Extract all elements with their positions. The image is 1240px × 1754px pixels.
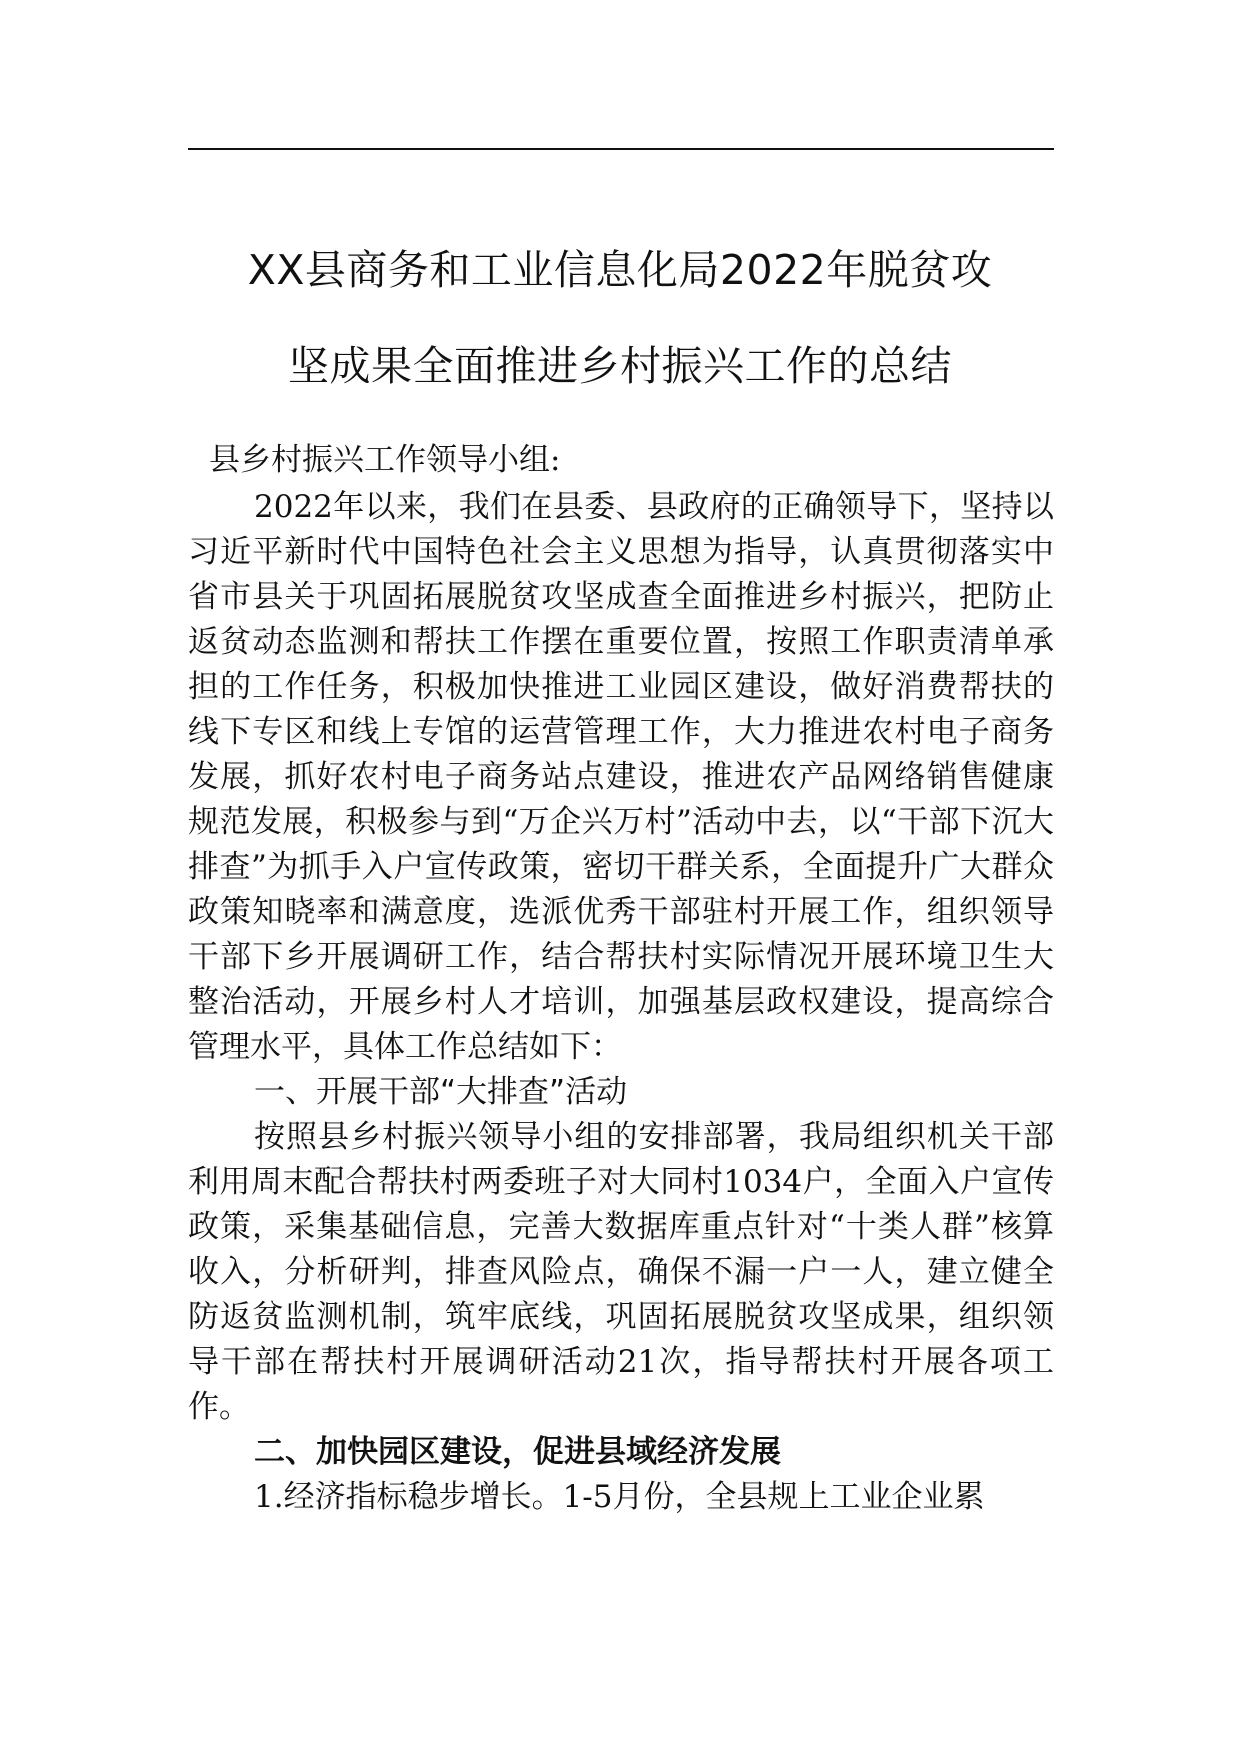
section-1-paragraph: 按照县乡村振兴领导小组的安排部署，我局组织机关干部利用周末配合帮扶村两委班子对大同村1034户，全面入户宣传政策，采集基础信息，完善大数据库重点针对“十类人群”核算收入，分析研判，排查风险点，确保不漏一户一人，建立健全防返贫监测机制，筑牢底线，巩固拓展脱贫攻坚成果，组织领导干部在帮扶村开展调研活动21次，指导帮扶村开展各项工作。 bbox=[188, 1119, 1054, 1425]
document-title bbox=[150, 222, 1090, 414]
section-1-heading: 一、开展干部“大排查”活动 bbox=[254, 1074, 628, 1110]
title-line-2: 坚成果全面推进乡村振兴工作的总结 bbox=[288, 342, 952, 390]
section-2-heading: 二、加快园区建设，促进县域经济发展 bbox=[254, 1434, 781, 1470]
section-2-paragraph: 1.经济指标稳步增长。1-5月份，全县规上工业企业累 bbox=[254, 1479, 985, 1515]
header-rule bbox=[188, 148, 1054, 150]
title-line-1: XX县商务和工业信息化局2022年脱贫攻 bbox=[247, 246, 993, 294]
intro-paragraph: 2022年以来，我们在县委、县政府的正确领导下，坚持以习近平新时代中国特色社会主义思想为指导，认真贯彻落实中省市县关于巩固拓展脱贫攻坚成查全面推进乡村振兴，把防止返贫动态监测和帮扶工作摆在重要位置，按照工作职责清单承担的工作任务，积极加快推进工业园区建设，做好消费帮扶的线下专区和线上专馆的运营管理工作，大力推进农村电子商务发展，抓好农村电子商务站点建设，推进农产品网络销售健康规范发展，积极参与到“万企兴万村”活动中去，以“干部下沉大排查”为抓手入户宣传政策，密切干群关系，全面提升广大群众政策知晓率和满意度，选派优秀干部驻村开展工作，组织领导干部下乡开展调研工作，结合帮扶村实际情况开展环境卫生大整治活动，开展乡村人才培训，加强基层政权建设，提高综合管理水平，具体工作总结如下： bbox=[188, 489, 1054, 1065]
salutation: 县乡村振兴工作领导小组: bbox=[209, 442, 561, 478]
document-body bbox=[188, 438, 1054, 1520]
